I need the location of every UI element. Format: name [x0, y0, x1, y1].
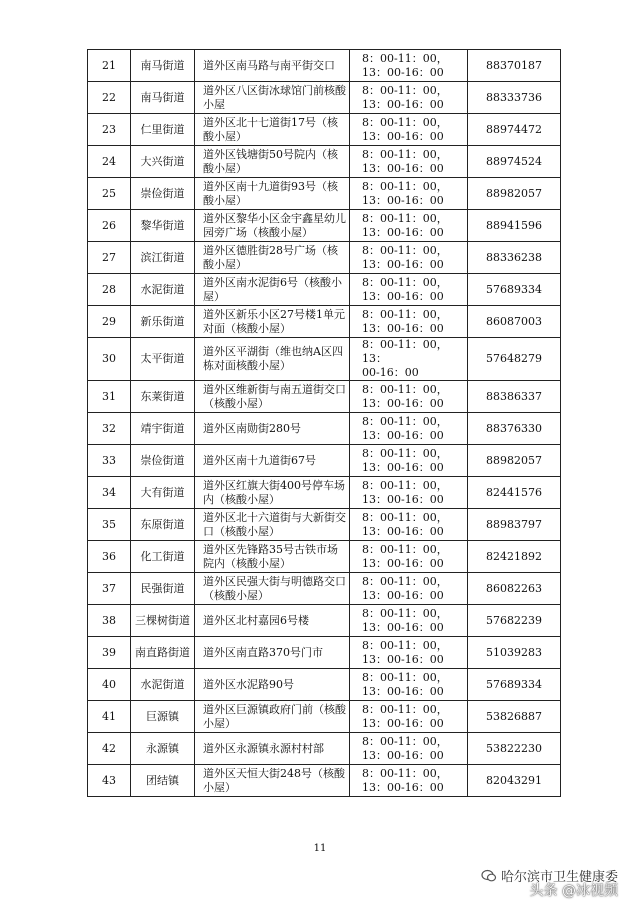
hours-line-1: 8：00-11：00， [362, 307, 448, 321]
contact-phone: 53826887 [468, 701, 561, 733]
hours-line-2: 13：00-16：00 [362, 492, 444, 506]
testing-address: 道外区南直路370号门市 [195, 637, 350, 669]
table-row [88, 306, 561, 338]
table-row [88, 210, 561, 242]
testing-address: 道外区南十九道街93号（核酸小屋） [195, 178, 350, 210]
hours-line-2: 13：00-16：00 [362, 748, 444, 762]
street-name: 大兴街道 [131, 146, 195, 178]
hours-line-1: 8：00-11：00， [362, 638, 448, 652]
testing-address: 道外区红旗大街400号停车场内（核酸小屋） [195, 477, 350, 509]
row-number: 23 [88, 114, 131, 146]
table-row [88, 445, 561, 477]
hours-line-1: 8：00-11：00， [362, 510, 448, 524]
table-body [88, 50, 561, 797]
hours-line-1: 8：00-11：00， [362, 147, 448, 161]
row-number: 25 [88, 178, 131, 210]
contact-phone: 82421892 [468, 541, 561, 573]
hours-line-1: 8：00-11：00， [362, 382, 448, 396]
table-row [88, 605, 561, 637]
contact-phone: 82043291 [468, 765, 561, 797]
opening-hours [350, 445, 468, 477]
row-number: 33 [88, 445, 131, 477]
contact-phone: 88974472 [468, 114, 561, 146]
page-number: 11 [313, 843, 327, 854]
table-row [88, 82, 561, 114]
street-name: 崇俭街道 [131, 178, 195, 210]
table-row [88, 669, 561, 701]
opening-hours [350, 413, 468, 445]
hours-line-2: 13：00-16：00 [362, 193, 444, 207]
opening-hours [350, 306, 468, 338]
hours-line-1: 8：00-11：00， [362, 478, 448, 492]
testing-address: 道外区八区街冰球馆门前核酸小屋 [195, 82, 350, 114]
street-name: 民强街道 [131, 573, 195, 605]
opening-hours [350, 605, 468, 637]
street-name: 南直路街道 [131, 637, 195, 669]
testing-address: 道外区平湖街（维也纳A区四栋对面核酸小屋） [195, 338, 350, 381]
table-row [88, 178, 561, 210]
watermark-platform: 头条 @冰视频 [529, 883, 618, 899]
row-number: 27 [88, 242, 131, 274]
testing-address: 道外区北村嘉园6号楼 [195, 605, 350, 637]
hours-line-2: 13：00-16：00 [362, 780, 444, 794]
opening-hours [350, 178, 468, 210]
hours-line-2: 13：00-16：00 [362, 97, 444, 111]
hours-line-1: 8：00-11：00， [362, 446, 448, 460]
row-number: 36 [88, 541, 131, 573]
testing-address: 道外区天恒大街248号（核酸小屋） [195, 765, 350, 797]
street-name: 东莱街道 [131, 381, 195, 413]
row-number: 28 [88, 274, 131, 306]
street-name: 永源镇 [131, 733, 195, 765]
opening-hours [350, 381, 468, 413]
contact-phone: 86082263 [468, 573, 561, 605]
hours-line-2: 13：00-16：00 [362, 620, 444, 634]
table-row [88, 733, 561, 765]
hours-line-1: 8：00-11：00， [362, 83, 448, 97]
testing-address: 道外区南马路与南平街交口 [195, 50, 350, 82]
street-name: 靖宇街道 [131, 413, 195, 445]
testing-address: 道外区先锋路35号古铁市场院内（核酸小屋） [195, 541, 350, 573]
testing-sites-table [87, 49, 561, 797]
row-number: 37 [88, 573, 131, 605]
testing-address: 道外区民强大街与明德路交口（核酸小屋） [195, 573, 350, 605]
hours-line-1: 8：00-11：00， [362, 51, 448, 65]
hours-line-2: 13：00-16：00 [362, 524, 444, 538]
contact-phone: 82441576 [468, 477, 561, 509]
row-number: 40 [88, 669, 131, 701]
hours-line-2: 13：00-16：00 [362, 289, 444, 303]
testing-address: 道外区新乐小区27号楼1单元对面（核酸小屋） [195, 306, 350, 338]
hours-line-2: 13：00-16：00 [362, 225, 444, 239]
hours-line-2: 13：00-16：00 [362, 428, 444, 442]
hours-line-1: 8：00-11：00， [362, 243, 448, 257]
testing-address: 道外区钱塘街50号院内（核酸小屋） [195, 146, 350, 178]
hours-line-2: 13：00-16：00 [362, 257, 444, 271]
hours-line-2: 13：00-16：00 [362, 684, 444, 698]
hours-line-2: 13：00-16：00 [362, 652, 444, 666]
opening-hours [350, 82, 468, 114]
testing-address: 道外区南水泥街6号（核酸小屋） [195, 274, 350, 306]
watermark [481, 866, 618, 899]
table-row [88, 338, 561, 381]
opening-hours [350, 573, 468, 605]
contact-phone: 57689334 [468, 669, 561, 701]
table-row [88, 765, 561, 797]
row-number: 32 [88, 413, 131, 445]
street-name: 化工街道 [131, 541, 195, 573]
opening-hours [350, 509, 468, 541]
testing-address: 道外区德胜街28号广场（核酸小屋） [195, 242, 350, 274]
opening-hours [350, 210, 468, 242]
testing-address: 道外区南十九道街67号 [195, 445, 350, 477]
contact-phone: 53822230 [468, 733, 561, 765]
row-number: 42 [88, 733, 131, 765]
contact-phone: 88974524 [468, 146, 561, 178]
hours-line-2: 13：00-16：00 [362, 161, 444, 175]
row-number: 38 [88, 605, 131, 637]
street-name: 东原街道 [131, 509, 195, 541]
wechat-icon [481, 868, 497, 884]
watermark-source: 哈尔滨市卫生健康委 [500, 870, 618, 885]
street-name: 团结镇 [131, 765, 195, 797]
hours-line-2: 13：00-16：00 [362, 65, 444, 79]
opening-hours [350, 733, 468, 765]
opening-hours [350, 541, 468, 573]
street-name: 南马街道 [131, 82, 195, 114]
contact-phone: 88386337 [468, 381, 561, 413]
opening-hours [350, 146, 468, 178]
opening-hours [350, 242, 468, 274]
opening-hours [350, 701, 468, 733]
street-name: 仁里街道 [131, 114, 195, 146]
hours-line-2: 13：00-16：00 [362, 396, 444, 410]
contact-phone: 88983797 [468, 509, 561, 541]
street-name: 太平街道 [131, 338, 195, 381]
table-row [88, 381, 561, 413]
opening-hours [350, 114, 468, 146]
table-row [88, 509, 561, 541]
street-name: 崇俭街道 [131, 445, 195, 477]
row-number: 21 [88, 50, 131, 82]
hours-line-1: 8：00-11：00， [362, 766, 448, 780]
testing-address: 道外区黎华小区金宇鑫星幼儿园旁广场（核酸小屋） [195, 210, 350, 242]
street-name: 巨源镇 [131, 701, 195, 733]
street-name: 南马街道 [131, 50, 195, 82]
contact-phone: 88333736 [468, 82, 561, 114]
hours-line-1: 8：00-11：00， [362, 115, 448, 129]
street-name: 三棵树街道 [131, 605, 195, 637]
row-number: 24 [88, 146, 131, 178]
table-row [88, 637, 561, 669]
testing-address: 道外区水泥路90号 [195, 669, 350, 701]
street-name: 滨江街道 [131, 242, 195, 274]
testing-address: 道外区巨源镇政府门前（核酸小屋） [195, 701, 350, 733]
row-number: 31 [88, 381, 131, 413]
street-name: 新乐街道 [131, 306, 195, 338]
contact-phone: 88336238 [468, 242, 561, 274]
row-number: 35 [88, 509, 131, 541]
hours-line-2: 13：00-16：00 [362, 460, 444, 474]
hours-line-1: 8：00-11：00， [362, 275, 448, 289]
hours-line-2: 13：00-16：00 [362, 716, 444, 730]
contact-phone: 88370187 [468, 50, 561, 82]
opening-hours [350, 669, 468, 701]
row-number: 26 [88, 210, 131, 242]
table-row [88, 146, 561, 178]
row-number: 34 [88, 477, 131, 509]
contact-phone: 51039283 [468, 637, 561, 669]
street-name: 水泥街道 [131, 669, 195, 701]
opening-hours [350, 477, 468, 509]
hours-line-1: 8：00-11：00， [362, 734, 448, 748]
contact-phone: 57648279 [468, 338, 561, 381]
opening-hours [350, 338, 468, 381]
contact-phone: 88941596 [468, 210, 561, 242]
contact-phone: 86087003 [468, 306, 561, 338]
testing-address: 道外区永源镇永源村村部 [195, 733, 350, 765]
contact-phone: 88982057 [468, 445, 561, 477]
hours-line-1: 8：00-11：00， [362, 414, 448, 428]
table-row [88, 242, 561, 274]
hours-line-1: 8：00-11：00，13： [362, 338, 448, 365]
contact-phone: 57682239 [468, 605, 561, 637]
hours-line-2: 13：00-16：00 [362, 556, 444, 570]
contact-phone: 88982057 [468, 178, 561, 210]
hours-line-1: 8：00-11：00， [362, 179, 448, 193]
row-number: 43 [88, 765, 131, 797]
street-name: 大有街道 [131, 477, 195, 509]
table-row [88, 114, 561, 146]
opening-hours [350, 765, 468, 797]
street-name: 水泥街道 [131, 274, 195, 306]
hours-line-2: 13：00-16：00 [362, 588, 444, 602]
hours-line-1: 8：00-11：00， [362, 574, 448, 588]
table-row [88, 477, 561, 509]
hours-line-2: 00-16：00 [362, 366, 419, 379]
hours-line-1: 8：00-11：00， [362, 670, 448, 684]
opening-hours [350, 274, 468, 306]
hours-line-1: 8：00-11：00， [362, 542, 448, 556]
contact-phone: 88376330 [468, 413, 561, 445]
table-row [88, 701, 561, 733]
row-number: 41 [88, 701, 131, 733]
hours-line-1: 8：00-11：00， [362, 606, 448, 620]
hours-line-2: 13：00-16：00 [362, 129, 444, 143]
table-row [88, 573, 561, 605]
row-number: 30 [88, 338, 131, 381]
table-row [88, 541, 561, 573]
street-name: 黎华街道 [131, 210, 195, 242]
table-row [88, 274, 561, 306]
row-number: 22 [88, 82, 131, 114]
row-number: 39 [88, 637, 131, 669]
testing-address: 道外区维新街与南五道街交口（核酸小屋） [195, 381, 350, 413]
opening-hours [350, 637, 468, 669]
testing-address: 道外区北十六道街与大新街交口（核酸小屋） [195, 509, 350, 541]
testing-address: 道外区北十七道街17号（核酸小屋） [195, 114, 350, 146]
contact-phone: 57689334 [468, 274, 561, 306]
table-row [88, 413, 561, 445]
hours-line-2: 13：00-16：00 [362, 321, 444, 335]
row-number: 29 [88, 306, 131, 338]
opening-hours [350, 50, 468, 82]
hours-line-1: 8：00-11：00， [362, 211, 448, 225]
table-row [88, 50, 561, 82]
hours-line-1: 8：00-11：00， [362, 702, 448, 716]
testing-address: 道外区南勋街280号 [195, 413, 350, 445]
